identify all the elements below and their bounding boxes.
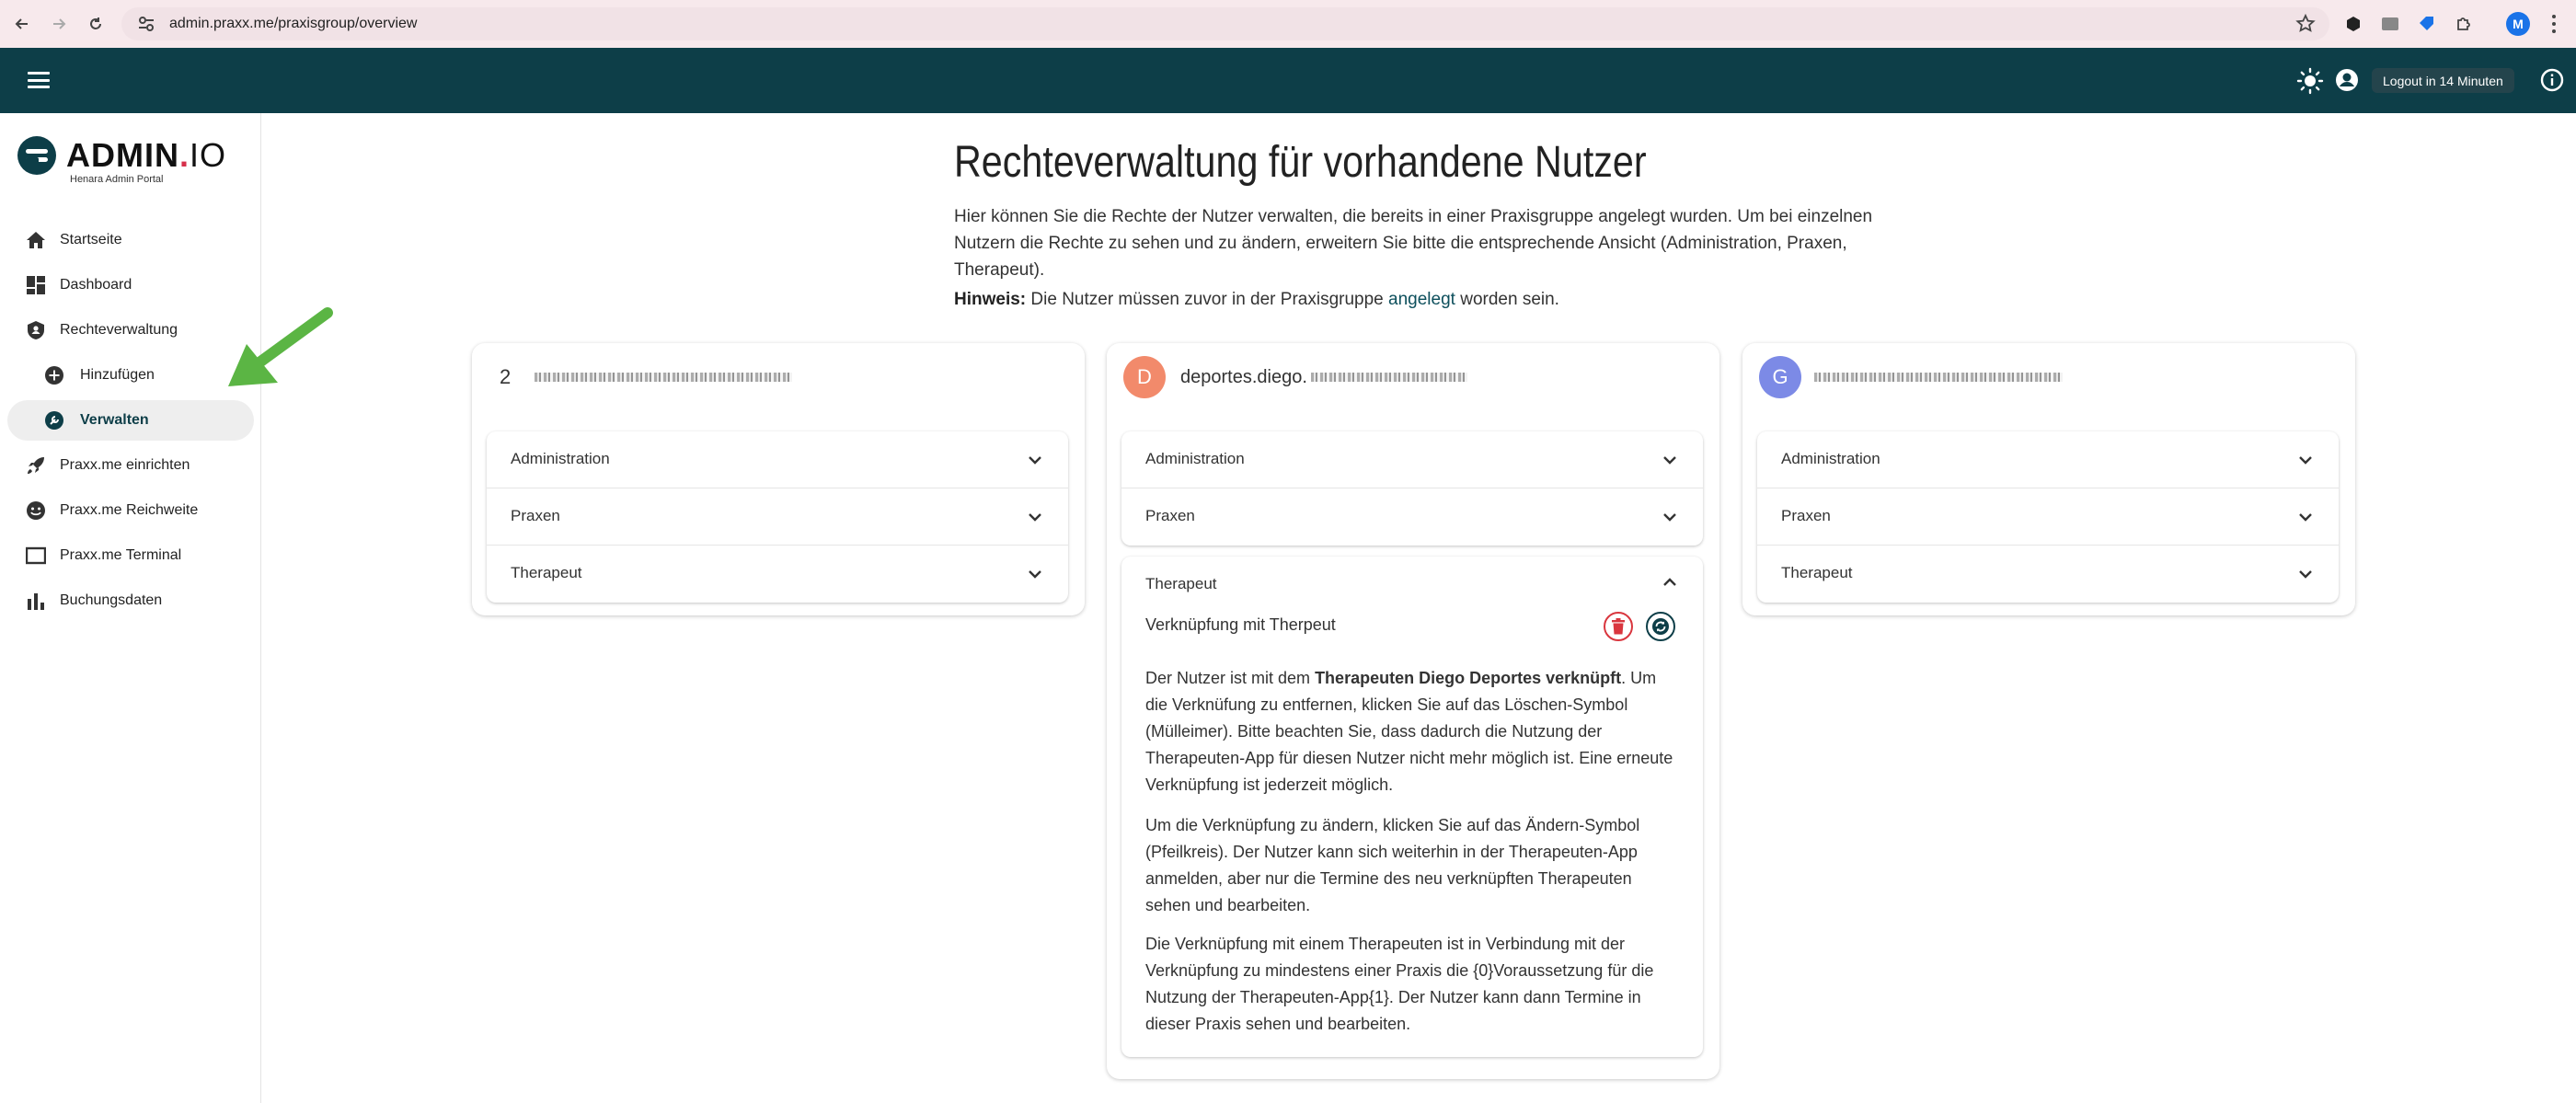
hint-text-end: worden sein. — [1460, 290, 1559, 309]
sidebar-item-verwalten[interactable] — [7, 400, 254, 441]
forward-icon[interactable] — [40, 6, 77, 42]
user-card-header — [1759, 356, 2063, 398]
link-subtitle: Verknüpfung mit Therpeut — [1145, 615, 1336, 634]
hint-label: Hinweis: — [954, 290, 1027, 309]
link-info-paragraph-2: Um die Verknüpfung zu ändern, klicken Sie auf das Ändern-Symbol (Pfeilkreis). Der Nutzer kann sich weiterhin in der Therapeuten-App anmelden, aber nur die Termine des neu verknüpften Therapeuten sehen und bearbeiten. — [1145, 816, 1640, 914]
user-card-header — [1123, 356, 1467, 398]
link-info-paragraph-3: Die Verknüpfung mit einem Therapeuten ist in Verbindung mit der Verknüpfung zu mindestens einer Praxis die {0}Voraussetzung für die Nutzung der Therapeuten-App{1}. Der Nutzer kann dann Termine in dieser Praxis sehen und bearbeiten. — [1145, 935, 1654, 1033]
extension-shield-icon[interactable] — [2342, 13, 2364, 35]
sidebar-item-label: Verwalten — [80, 412, 149, 428]
bookmark-star-icon[interactable] — [2294, 13, 2317, 35]
accordion-label: Praxen — [511, 507, 560, 524]
hint-text: Die Nutzer müssen zuvor in der Praxisgruppe — [1030, 290, 1384, 309]
home-icon — [26, 230, 46, 250]
accordion-label: Praxen — [1781, 507, 1831, 524]
redacted-name — [535, 373, 792, 382]
accordion-group — [1121, 431, 1703, 546]
main-content — [262, 113, 2576, 1103]
trash-icon — [1611, 618, 1626, 635]
sidebar-item-startseite[interactable] — [7, 220, 254, 260]
chevron-down-icon — [1662, 453, 1677, 467]
address-bar[interactable] — [121, 7, 2329, 40]
user-card — [1107, 343, 1719, 1079]
sidebar-item-dashboard[interactable] — [7, 265, 254, 305]
extensions-puzzle-icon[interactable] — [2453, 13, 2475, 35]
dashboard-icon — [26, 275, 46, 295]
site-settings-icon[interactable] — [136, 14, 156, 34]
rocket-icon — [26, 455, 46, 476]
add-circle-icon — [44, 365, 64, 385]
sidebar-item-label: Buchungsdaten — [60, 592, 163, 608]
back-icon[interactable] — [4, 6, 40, 42]
user-name: deportes.diego. — [1180, 366, 1307, 387]
extension-box-icon[interactable] — [2379, 13, 2401, 35]
sidebar-item-praxx-einrichten[interactable] — [7, 445, 254, 486]
sidebar-item-label: Hinzufügen — [80, 367, 155, 383]
info-icon[interactable] — [2539, 67, 2565, 93]
logo-mark-icon — [17, 135, 57, 176]
redacted-name — [1311, 373, 1467, 382]
delete-link-button[interactable] — [1604, 612, 1633, 641]
accordion-administration[interactable] — [487, 431, 1068, 488]
chevron-down-icon — [1028, 453, 1042, 467]
logout-button[interactable]: Logout in 14 Minuten — [2372, 68, 2514, 93]
user-card — [472, 343, 1085, 615]
sidebar-item-label: Praxx.me einrichten — [60, 457, 190, 473]
chevron-down-icon — [1662, 510, 1677, 524]
logo[interactable] — [17, 133, 228, 189]
change-circle-icon — [1651, 617, 1670, 636]
accordion-therapeut-expanded — [1121, 557, 1703, 1057]
chevron-down-icon — [2298, 567, 2313, 581]
sidebar-item-praxx-terminal[interactable] — [7, 535, 254, 576]
app-header — [0, 48, 2576, 113]
accordion-label: Administration — [511, 450, 610, 467]
account-circle-icon[interactable] — [2334, 67, 2360, 93]
accordion-label: Therapeut — [511, 564, 582, 581]
accordion-label: Therapeut — [1781, 564, 1853, 581]
accordion-administration[interactable] — [1757, 431, 2339, 488]
accordion-therapeut-header[interactable]: Therapeut — [1145, 575, 1217, 592]
reload-icon[interactable] — [77, 6, 114, 42]
sidebar-item-praxx-reichweite[interactable] — [7, 490, 254, 531]
page-description: Hier können Sie die Rechte der Nutzer verwalten, die bereits in einer Praxisgruppe angelegt wurden. Um bei einzelnen Nutzern die Rechte zu sehen und zu ändern, erweitern Sie bitte die entsprechende Ansicht (Administration, Praxen, Therapeut). — [954, 207, 1873, 280]
theme-toggle-sun-icon[interactable] — [2296, 67, 2324, 95]
sidebar-item-label: Praxx.me Terminal — [60, 547, 182, 563]
sidebar-item-rechteverwaltung[interactable] — [7, 310, 254, 350]
accordion-praxen[interactable] — [487, 488, 1068, 546]
sidebar-item-label: Rechteverwaltung — [60, 322, 178, 338]
sidebar — [0, 113, 261, 1103]
chevron-down-icon — [1028, 510, 1042, 524]
chevron-down-icon — [1028, 567, 1042, 581]
page-hint — [954, 290, 1559, 310]
smiley-icon — [26, 500, 46, 521]
user-count: 2 — [500, 365, 512, 388]
redacted-name — [1814, 373, 2063, 382]
manage-icon — [44, 410, 64, 431]
browser-menu-icon[interactable] — [2545, 11, 2563, 37]
sidebar-item-label: Startseite — [60, 232, 122, 247]
sidebar-item-label: Praxx.me Reichweite — [60, 502, 199, 518]
chevron-down-icon — [2298, 453, 2313, 467]
change-link-button[interactable] — [1646, 612, 1675, 641]
sidebar-item-label: Dashboard — [60, 277, 132, 293]
accordion-group — [487, 431, 1068, 603]
sidebar-item-buchungsdaten[interactable] — [7, 580, 254, 621]
accordion-group — [1757, 431, 2339, 603]
url-text: admin.praxx.me/praxisgroup/overview — [169, 16, 418, 31]
menu-icon[interactable] — [26, 69, 52, 91]
accordion-label: Praxen — [1145, 507, 1195, 524]
shield-icon — [26, 320, 46, 340]
user-card-header — [489, 356, 792, 398]
browser-profile-avatar[interactable]: M — [2506, 12, 2530, 36]
avatar: D — [1123, 356, 1166, 398]
user-card — [1742, 343, 2355, 615]
accordion-praxen[interactable] — [1757, 488, 2339, 546]
page-title: Rechteverwaltung für vorhandene Nutzer — [954, 138, 1647, 187]
terminal-icon — [26, 546, 46, 566]
avatar: G — [1759, 356, 1801, 398]
accordion-praxen[interactable] — [1121, 488, 1703, 546]
accordion-administration[interactable] — [1121, 431, 1703, 488]
logo-subtitle: Henara Admin Portal — [70, 174, 164, 185]
accordion-therapeut[interactable] — [1757, 546, 2339, 603]
hint-link[interactable]: angelegt — [1388, 290, 1455, 309]
logo-text: ADMIN.IO — [66, 136, 227, 174]
bar-chart-icon — [26, 591, 46, 611]
extension-tag-icon[interactable] — [2416, 13, 2438, 35]
browser-toolbar — [0, 0, 2576, 48]
chevron-down-icon — [2298, 510, 2313, 524]
accordion-therapeut[interactable] — [487, 546, 1068, 603]
accordion-label: Administration — [1145, 450, 1245, 467]
accordion-label: Administration — [1781, 450, 1880, 467]
sidebar-item-hinzufuegen[interactable] — [7, 355, 254, 396]
link-info-paragraph-1: Der Nutzer ist mit dem Therapeuten Diego Deportes verknüpft. Um die Verknüfung zu entfernen, klicken Sie auf das Löschen-Symbol (Mülleimer). Bitte beachten Sie, dass dadurch die Nutzung der Therapeuten-App für diesen Nutzer nicht mehr möglich ist. Eine erneute Verknüpfung ist jederzeit möglich. — [1145, 669, 1673, 794]
chevron-up-icon[interactable] — [1662, 575, 1677, 590]
